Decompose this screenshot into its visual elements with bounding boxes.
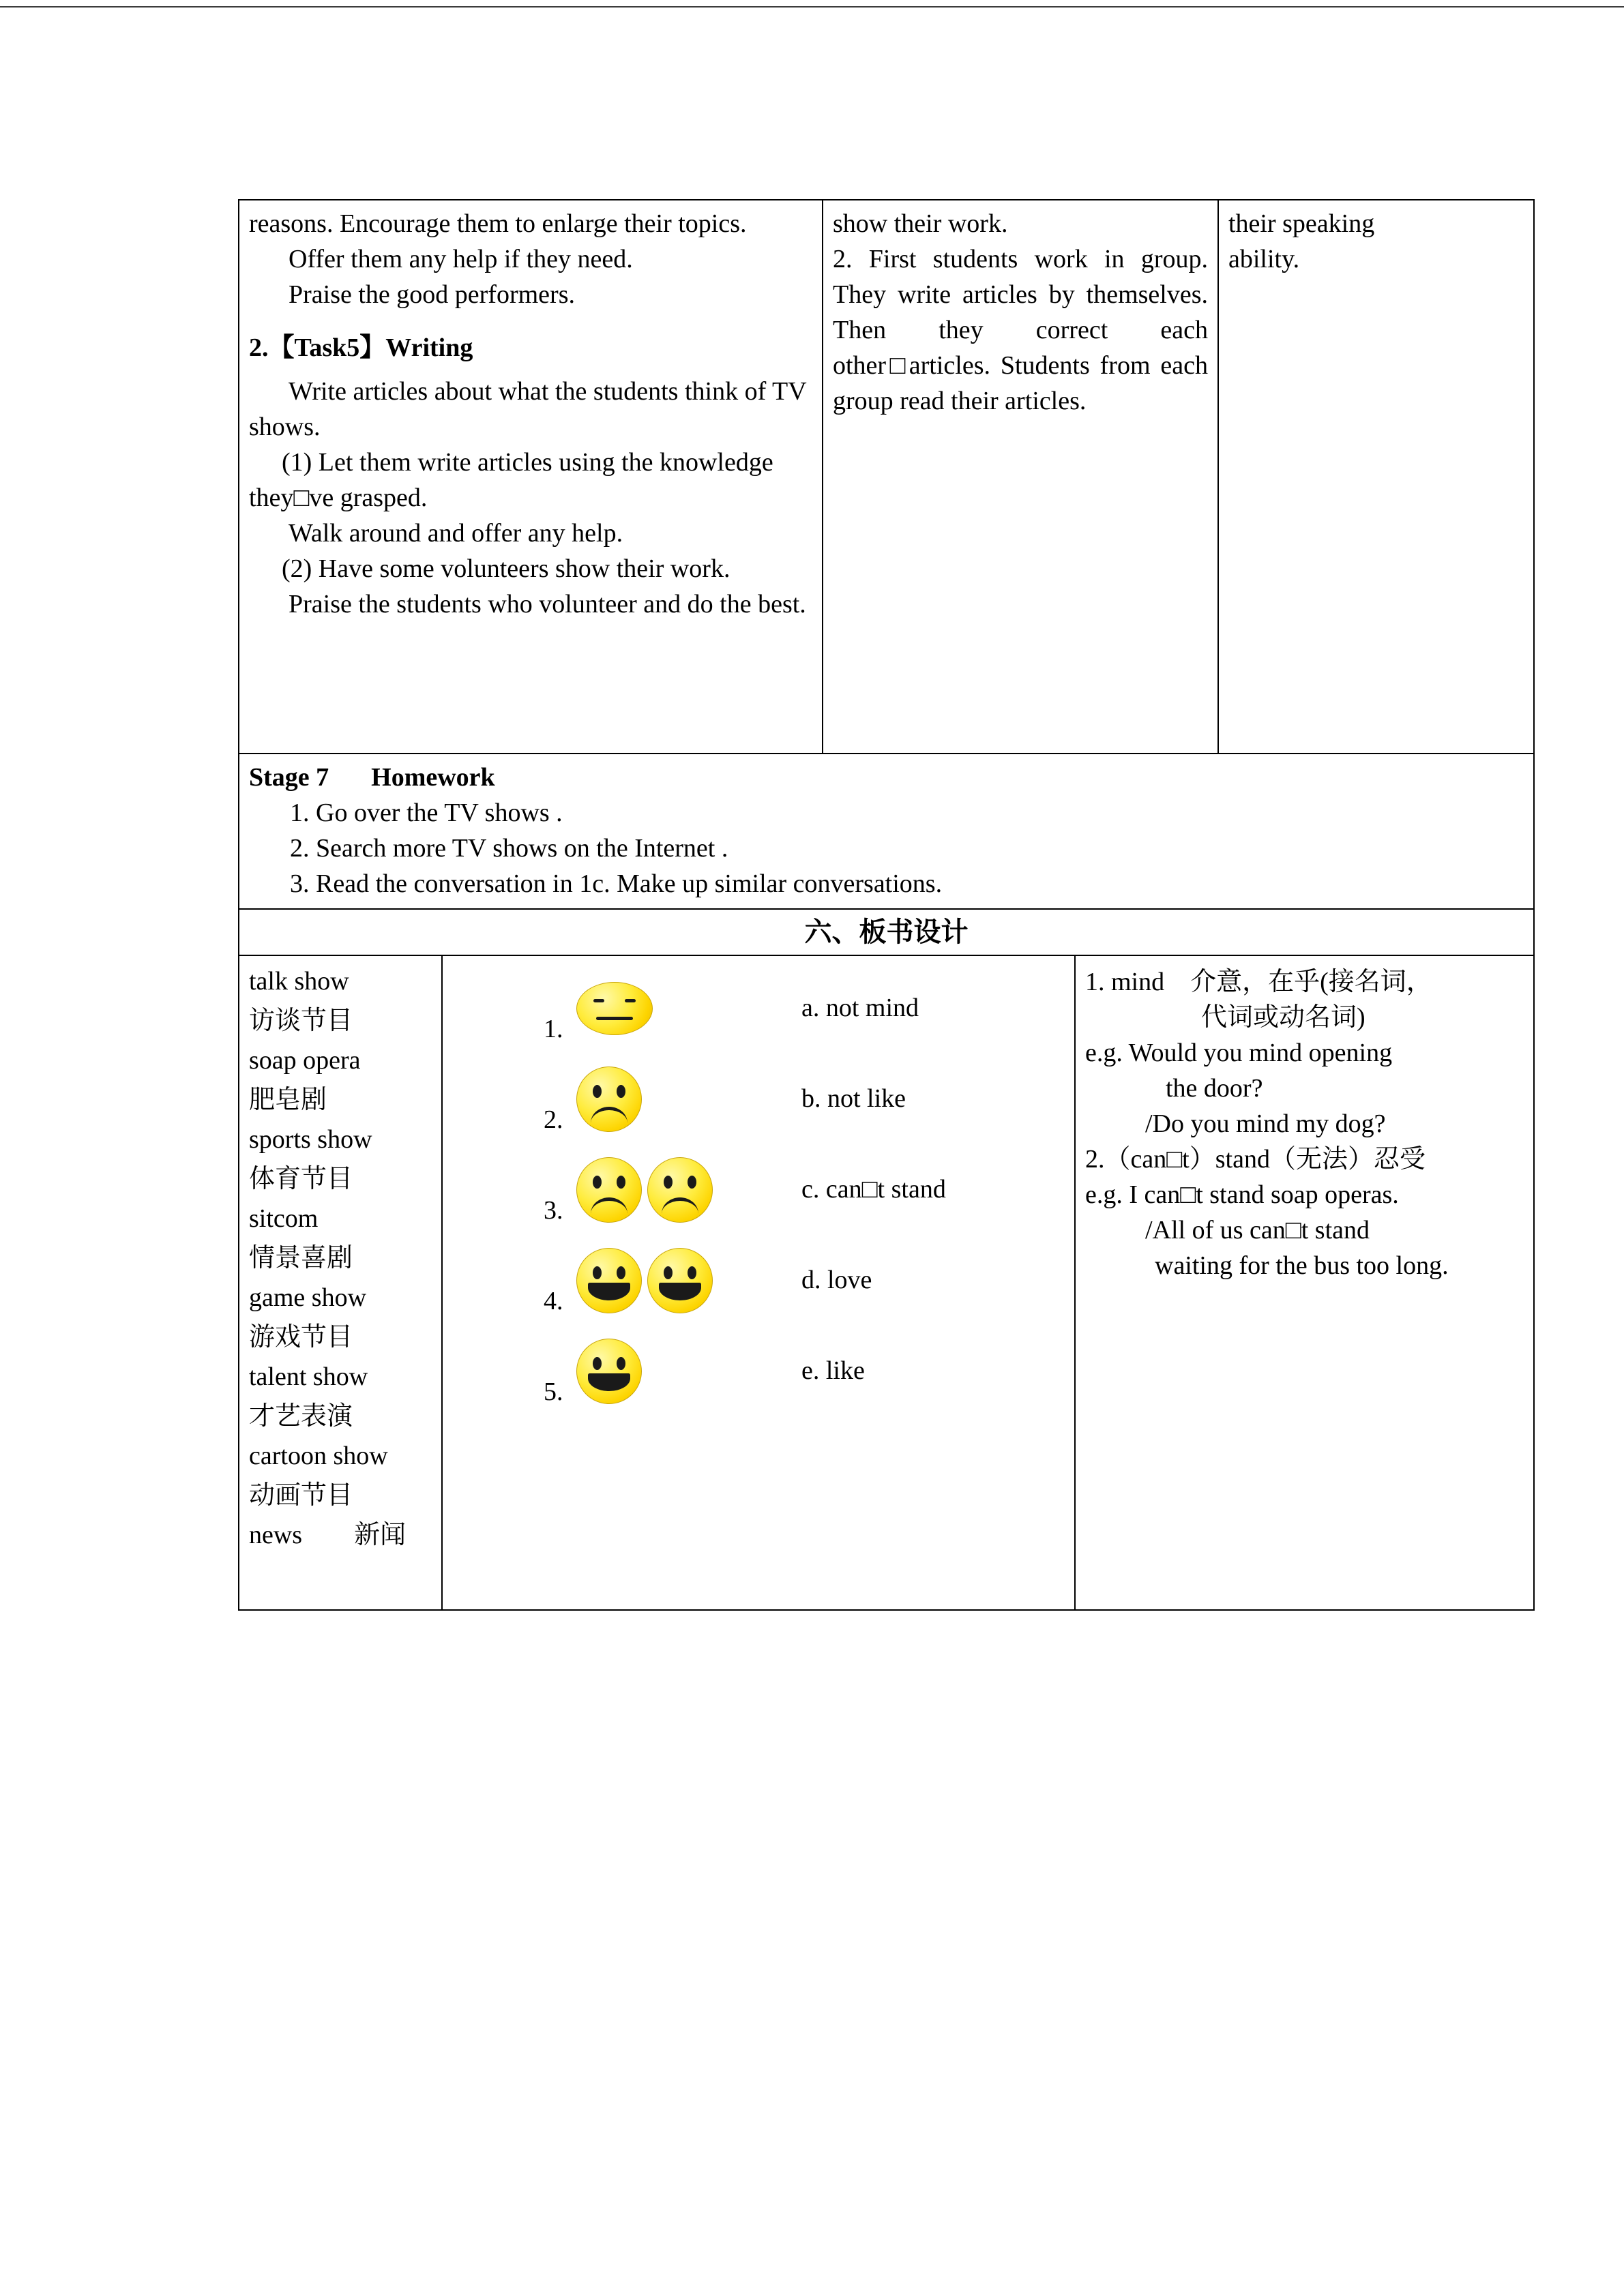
matching-row <box>443 1154 1074 1226</box>
vocabulary-cell <box>239 956 441 1609</box>
match-answer: e. like <box>801 1356 865 1386</box>
match-faces <box>576 1157 801 1223</box>
page-boundary-rule <box>0 6 1624 8</box>
match-faces <box>576 1248 801 1313</box>
vocab-line: 体育节目 <box>249 1165 353 1193</box>
match-answer: d. love <box>801 1266 872 1295</box>
procedure-row <box>239 200 1533 753</box>
paragraph: Offer them any help if they need. <box>289 245 633 273</box>
vocab-line: 访谈节目 <box>249 1007 353 1035</box>
happy-face-icon <box>576 1339 642 1404</box>
vocab-line: talent show <box>249 1362 368 1391</box>
grammar-line: waiting for the bus too long. <box>1155 1251 1449 1280</box>
matching-exercise-cell <box>441 956 1074 1609</box>
paragraph: (2) Have some volunteers show their work. <box>282 554 730 583</box>
paragraph: Praise the students who volunteer and do the best. <box>289 590 806 618</box>
matching-row <box>443 1335 1074 1407</box>
vocab-line: game show <box>249 1283 367 1312</box>
grammar-line: 1. mind 介意，在乎(接名词， <box>1085 968 1432 996</box>
paragraph: reasons. Encourage them to enlarge their topics. <box>249 209 747 238</box>
paragraph: (1) Let them write articles using the knowledge they□ve grasped. <box>249 448 773 512</box>
sad-face-icon <box>647 1157 713 1223</box>
match-faces <box>576 1067 801 1132</box>
matching-row <box>443 1063 1074 1135</box>
match-number: 3. <box>544 1196 563 1225</box>
vocab-line: 肥皂剧 <box>249 1086 327 1114</box>
match-answer: c. can□t stand <box>801 1175 946 1204</box>
homework-item: 3. Read the conversation in 1c. Make up similar conversations. <box>290 869 943 898</box>
stage-label: Stage 7 <box>249 763 329 792</box>
homework-row <box>239 753 1533 908</box>
vocab-line: sitcom <box>249 1204 319 1233</box>
paragraph: their speaking ability. <box>1228 209 1375 273</box>
grammar-notes-cell <box>1074 956 1533 1609</box>
vocab-line: 情景喜剧 <box>249 1244 353 1272</box>
happy-face-icon <box>647 1248 713 1313</box>
paragraph: Write articles about what the students think of TV shows. <box>249 377 807 441</box>
matching-row <box>443 972 1074 1045</box>
match-number: 1. <box>544 1015 563 1043</box>
happy-face-icon <box>576 1248 642 1313</box>
paragraph: Praise the good performers. <box>289 280 575 309</box>
grammar-line: e.g. Would you mind opening <box>1085 1039 1393 1067</box>
match-faces <box>576 1339 801 1404</box>
vocab-line: sports show <box>249 1125 372 1154</box>
match-answer: b. not like <box>801 1084 906 1114</box>
vocab-line: soap opera <box>249 1046 361 1075</box>
task5-heading: 2.【Task5】Writing <box>249 333 473 362</box>
vocab-line: 才艺表演 <box>249 1402 353 1431</box>
vocab-line: talk show <box>249 967 349 996</box>
vocab-line: 游戏节目 <box>249 1323 353 1352</box>
board-design-row <box>239 955 1533 1609</box>
grammar-line: 2.（can□t）stand（无法）忍受 <box>1085 1145 1426 1174</box>
match-faces <box>576 982 801 1035</box>
grammar-line: 代词或动名词) <box>1201 1003 1365 1032</box>
paragraph: Walk around and offer any help. <box>289 519 623 548</box>
homework-heading <box>249 760 1524 795</box>
paragraph: show their work. <box>833 209 1008 238</box>
match-answer: a. not mind <box>801 994 919 1023</box>
homework-item: 1. Go over the TV shows . <box>290 799 563 827</box>
neutral-face-icon <box>576 982 653 1035</box>
match-number: 2. <box>544 1105 563 1134</box>
purpose-cell <box>1217 200 1533 753</box>
teacher-activity-cell <box>239 200 822 753</box>
vocab-line: 动画节目 <box>249 1481 353 1510</box>
grammar-line: /Do you mind my dog? <box>1145 1109 1386 1138</box>
lesson-plan-table <box>238 199 1535 1611</box>
matching-row <box>443 1244 1074 1317</box>
sad-face-icon <box>576 1067 642 1132</box>
paragraph: 2. First students work in group. They write articles by themselves. Then they correct each other□articles. Students from each group read their articles. <box>833 245 1208 415</box>
student-activity-cell <box>822 200 1217 753</box>
grammar-line: /All of us can□t stand <box>1145 1216 1370 1244</box>
grammar-line: e.g. I can□t stand soap operas. <box>1085 1180 1399 1209</box>
match-number: 5. <box>544 1377 563 1406</box>
vocab-line: cartoon show <box>249 1442 388 1470</box>
grammar-line: the door? <box>1166 1074 1263 1103</box>
match-number: 4. <box>544 1287 563 1315</box>
homework-item: 2. Search more TV shows on the Internet . <box>290 834 728 863</box>
board-design-title: 六、板书设计 <box>804 916 969 947</box>
sad-face-icon <box>576 1157 642 1223</box>
vocab-line: news 新闻 <box>249 1521 407 1549</box>
board-design-header-row <box>239 908 1533 955</box>
homework-label: Homework <box>371 763 495 792</box>
